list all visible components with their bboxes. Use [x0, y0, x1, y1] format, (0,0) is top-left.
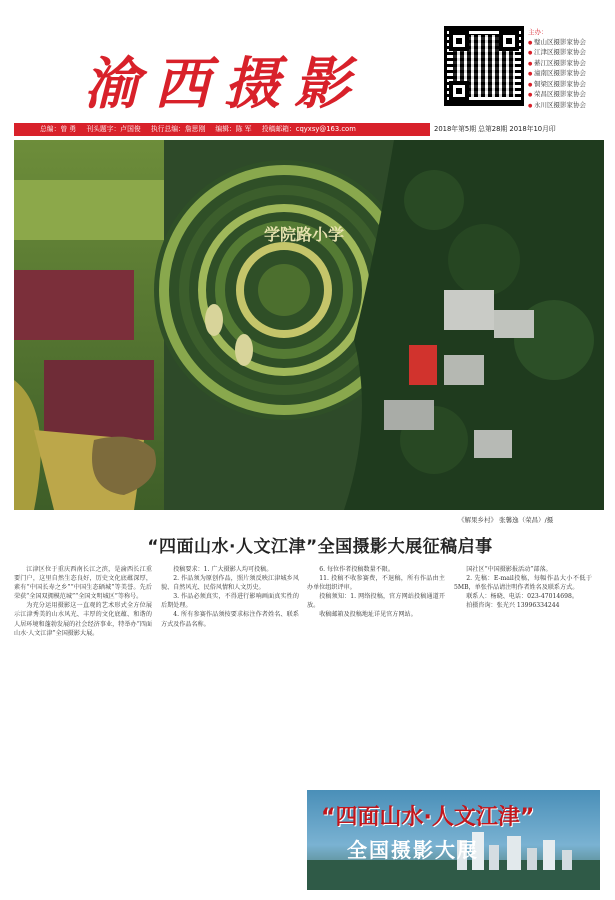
article-column-3 — [307, 565, 445, 785]
executive-editor: 执行总编：詹思刚 — [150, 125, 206, 133]
organizer-item: ● 永川区摄影家协会 — [528, 101, 615, 112]
organizer-item: ● 江津区摄影家协会 — [528, 48, 615, 59]
paragraph: 11. 投稿不收参赛费，不退稿，所有作品由主办单位组织评审。 — [307, 575, 445, 592]
paragraph: 拍摄咨询：张光兴 13996334244 — [466, 602, 560, 610]
paragraph: 投稿要求：1. 广大摄影人均可投稿。 — [173, 566, 273, 573]
paragraph: 江津区位于重庆西南长江之滨，是渝西长江重要门户，这里自然生态良好，历史文化底蕴深厚，素有“中国长寿之乡”“中国生态硒城”等美誉。先后荣获“全国双拥模范城”“全国文明城区”等称号。 — [14, 566, 152, 601]
organizer-item: ● 綦江区摄影家协会 — [528, 59, 615, 70]
article-column-2 — [161, 565, 299, 895]
paragraph: 6. 每位作者投稿数量不限。 — [319, 566, 394, 573]
photo-caption: 《解果乡村》 张馨逸（荣昌）/摄 — [458, 516, 554, 524]
field-sign-text: 学院路小学 — [264, 225, 345, 244]
masthead — [14, 26, 604, 122]
head-title-writer: 刊头题字：卢国俊 — [86, 125, 141, 133]
poster-title: “四面山水·人文江津” — [321, 805, 535, 830]
newspaper-title: 渝西摄影 — [84, 51, 364, 117]
contact-email[interactable]: 投稿邮箱：cqyxsy@163.com — [261, 125, 356, 133]
article-column-1 — [14, 565, 152, 895]
organizer-item: ● 铜梁区摄影家协会 — [528, 80, 615, 91]
paragraph: 2. 先稿：E-mail投稿，每幅作品大小不低于5MB，单张作品请注明作者姓名及联系方式。 — [454, 575, 592, 592]
editor: 编辑：陈 军 — [215, 125, 252, 133]
aerial-village-illustration — [14, 140, 604, 510]
paragraph: 国社区“中国摄影报活动”部落。 — [466, 566, 552, 573]
exhibition-poster — [307, 790, 600, 890]
paragraph: 2. 作品须为原创作品，照片须反映江津城乡风貌、自然风光、民俗风情和人文历史。 — [161, 575, 299, 592]
organizer-item: ● 璧山区摄影家协会 — [528, 38, 615, 49]
organizer-item: ● 荣昌区摄影家协会 — [528, 90, 615, 101]
paragraph: 联系人：杨晓、电话：023-47014698。 — [466, 593, 578, 601]
chief-editor: 总编：曾 勇 — [40, 125, 77, 133]
organizer-label: 主办： — [528, 28, 548, 36]
paragraph: 3. 作品必须真实，不得进行影响画面真实性的后期处理。 — [161, 593, 299, 610]
staff-bar — [14, 123, 430, 136]
organizer-item: ● 潼南区摄影家协会 — [528, 69, 615, 80]
issue-info: 2018年第5期 总第28期 2018年10月印 — [434, 125, 556, 133]
qr-code-icon — [444, 26, 524, 106]
main-photo — [14, 140, 604, 510]
paragraph: 收稿邮箱及投稿地址详见官方网站。 — [319, 611, 417, 619]
paragraph: 为充分运用摄影这一直观的艺术形式全方位展示江津秀美的山水风光、丰厚的文化底蕴、和谐的人居环境和蓬勃发展的社会经济事业，特举办“四面山水·人文江津”全国摄影大展。 — [14, 602, 152, 637]
poster-subtitle: 全国摄影大展 — [347, 838, 479, 862]
article-headline: “四面山水·人文江津”全国摄影大展征稿启事 — [147, 537, 493, 557]
paragraph: 投稿须知：1. 网络投稿，官方网站投稿通道开放。 — [307, 593, 445, 610]
paragraph: 4. 所有参赛作品须按要求标注作者姓名、联系方式及作品名称。 — [161, 611, 299, 628]
organizer-list — [528, 28, 615, 111]
article-column-4 — [454, 565, 592, 807]
